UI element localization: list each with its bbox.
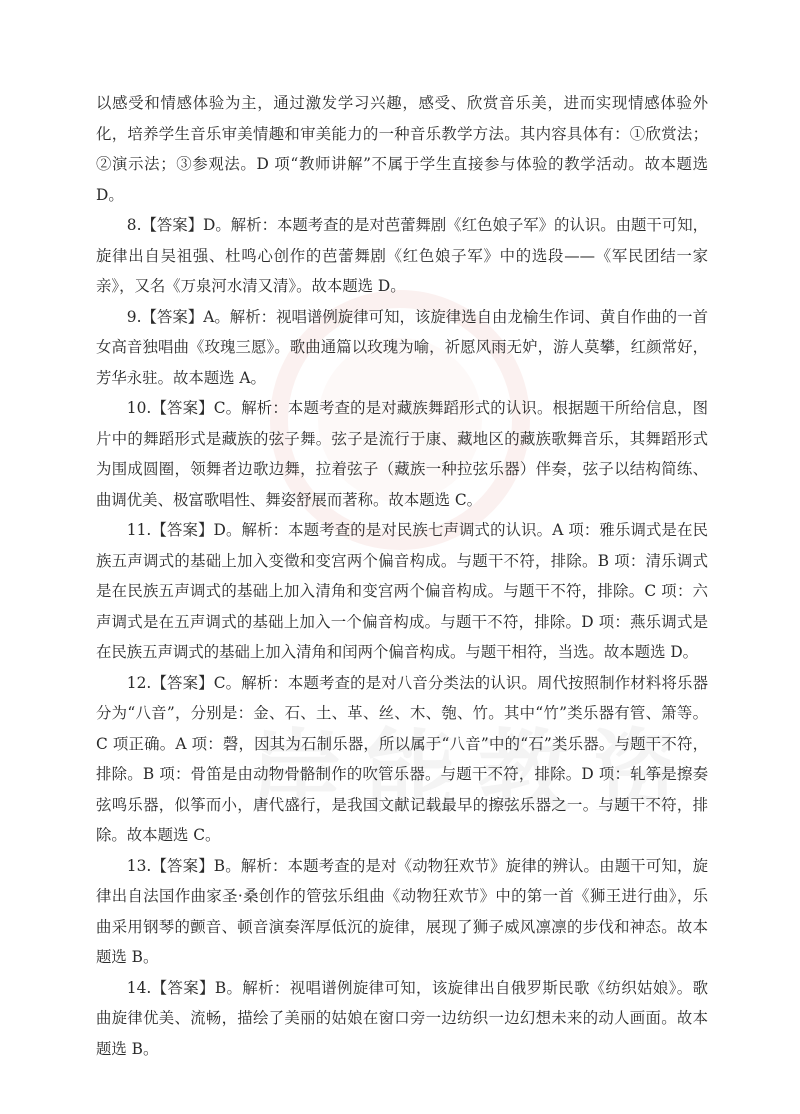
answer-8: 8.【答案】D。解析：本题考查的是对芭蕾舞剧《红色娘子军》的认识。由题干可知，旋律出自吴祖强、杜鸣心创作的芭蕾舞剧《红色娘子军》中的选段——《军民团结一家亲》，又名《万泉河水清又清》。故本题选 D。 [96, 216, 708, 295]
answer-11: 11.【答案】D。解析：本题考查的是对民族七声调式的认识。A 项：雅乐调式是在民族五声调式的基础上加入变徵和变宫两个偏音构成。与题干不符，排除。B 项：清乐调式是在民族五声调式的基础上加入清角和变宫两个偏音构成。与题干不符，排除。C 项：六声调式是在五声调式的基础上加入一个偏音构成。与题干不符，排除。D 项：燕乐调式是在民族五声调式的基础上加入清角和闰两个偏音构成。与题干相符，当选。故本题选 D。 [96, 521, 708, 661]
answer-13: 13.【答案】B。解析：本题考查的是对《动物狂欢节》旋律的辨认。由题干可知，旋律出自法国作曲家圣·桑创作的管弦乐组曲《动物狂欢节》中的第一首《狮王进行曲》，乐曲采用钢琴的颤音、顿音演奏浑厚低沉的旋律，展现了狮子威风凛凛的步伐和神态。故本题选 B。 [96, 856, 708, 966]
answer-12: 12.【答案】C。解析：本题考查的是对八音分类法的认识。周代按照制作材料将乐器分为“八音”，分别是：金、石、土、革、丝、木、匏、竹。其中“竹”类乐器有管、箫等。C 项正确。A 项：磬，因其为石制乐器，所以属于“八音”中的“石”类乐器。与题干不符，排除。B 项：骨笛是由动物骨骼制作的吹管乐器。与题干不符，排除。D 项：轧筝是擦奏弦鸣乐器，似筝而小，唐代盛行，是我国文献记载最早的擦弦乐器之一。与题干不符，排除。故本题选 C。 [96, 673, 708, 844]
paragraph-continuation: 以感受和情感体验为主，通过激发学习兴趣，感受、欣赏音乐美，进而实现情感体验外化，培养学生音乐审美情趣和审美能力的一种音乐教学方法。其内容具体有：①欣赏法；②演示法；③参观法。D 项“教师讲解”不属于学生直接参与体验的教学活动。故本题选 D。 [96, 94, 708, 204]
document-body [96, 88, 708, 1064]
answer-10: 10.【答案】C。解析：本题考查的是对藏族舞蹈形式的认识。根据题干所给信息，图片中的舞蹈形式是藏族的弦子舞。弦子是流行于康、藏地区的藏族歌舞音乐，其舞蹈形式为围成圆圈，领舞者边歌边舞，拉着弦子（藏族一种拉弦乐器）伴奏，弦子以结构简练、曲调优美、极富歌唱性、舞姿舒展而著称。故本题选 C。 [96, 399, 708, 509]
answer-14: 14.【答案】B。解析：视唱谱例旋律可知，该旋律出自俄罗斯民歌《纺织姑娘》。歌曲旋律优美、流畅，描绘了美丽的姑娘在窗口旁一边纺织一边幻想未来的动人画面。故本题选 B。 [96, 978, 708, 1058]
answer-9: 9.【答案】A。解析：视唱谱例旋律可知，该旋律选自由龙榆生作词、黄自作曲的一首女高音独唱曲《玫瑰三愿》。歌曲通篇以玫瑰为喻，祈愿风雨无妒，游人莫攀，红颜常好，芳华永驻。故本题选 A。 [96, 307, 708, 387]
